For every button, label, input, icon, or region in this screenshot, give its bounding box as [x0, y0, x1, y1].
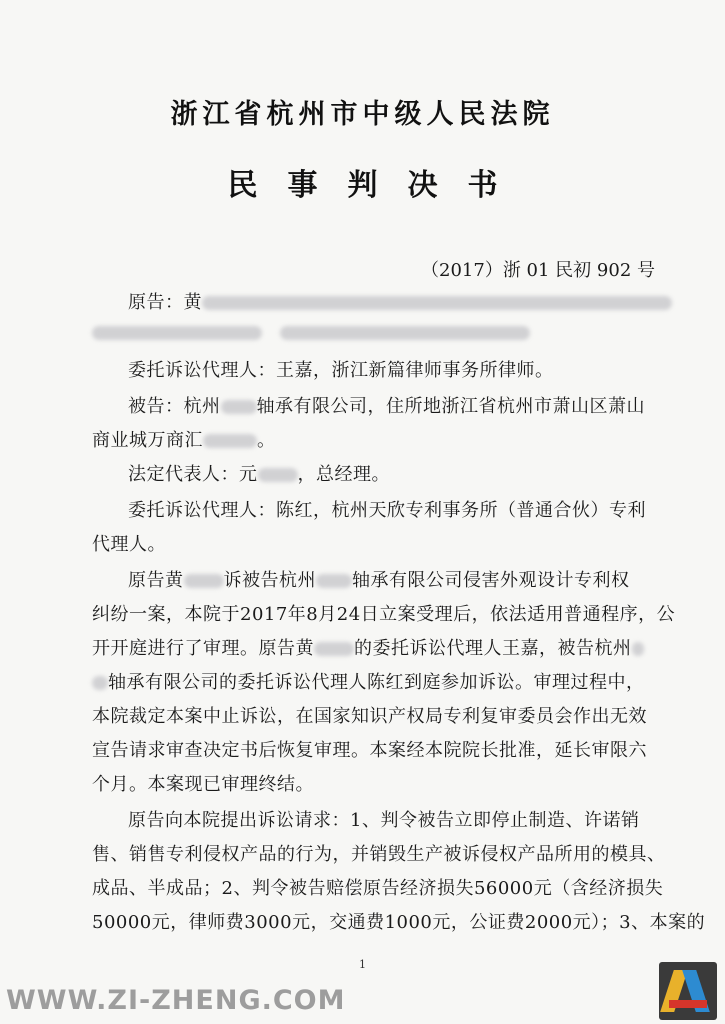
redacted-text: [258, 468, 298, 482]
defendant-agent-line-2: 代理人。: [92, 534, 166, 555]
site-watermark: WWW.ZI-ZHENG.COM: [6, 985, 346, 1016]
para1-text: 原告黄: [128, 570, 184, 591]
plaintiff-line-2: [92, 322, 530, 343]
redacted-text: [203, 434, 257, 448]
para1-line-7: 个月。本案现已审理终结。: [92, 774, 314, 795]
page-number: 1: [359, 958, 366, 971]
para1-text: 的委托诉讼代理人王嘉，被告杭州: [354, 638, 632, 659]
defendant-rest: 轴承有限公司，住所地浙江省杭州市萧山区萧山: [256, 396, 645, 417]
para2-line-1: 原告向本院提出诉讼请求：1、判令被告立即停止制造、许诺销: [128, 810, 640, 831]
para1-line-2: 纠纷一案，本院于2017年8月24日立案受理后，依法适用普通程序，公: [92, 604, 676, 625]
case-number: （2017）浙 01 民初 902 号: [421, 260, 655, 281]
plaintiff-line: [128, 288, 672, 314]
document-title: 民事判决书: [227, 168, 528, 203]
para2-line-4: 50000元，律师费3000元，交通费1000元，公证费2000元）；3、本案的: [92, 912, 706, 933]
defendant-address-suffix: 。: [257, 430, 276, 451]
defendant-prefix: 被告：杭州: [128, 396, 221, 417]
plaintiff-agent: 委托诉讼代理人：王嘉，浙江新篇律师事务所律师。: [128, 360, 554, 381]
redacted-text: [202, 296, 672, 310]
para1-line-3: [92, 634, 644, 660]
court-name: 浙江省杭州市中级人民法院: [170, 99, 555, 130]
redacted-text: [314, 642, 354, 656]
redacted-text: [221, 400, 257, 414]
para1-text: 轴承有限公司的委托诉讼代理人陈红到庭参加诉讼。审理过程中，: [108, 672, 645, 693]
para1-line-6: 宣告请求审查决定书后恢复审理。本案经本院院长批准，延长审限六: [92, 740, 647, 761]
defendant-line: [128, 392, 645, 418]
redacted-text: [316, 574, 352, 588]
para1-line-1: [128, 566, 630, 592]
redacted-text: [92, 326, 262, 340]
defendant-address: [92, 426, 276, 452]
logo-stroke: [669, 1000, 707, 1008]
site-logo-icon: [659, 962, 717, 1020]
para1-text: 开开庭进行了审理。原告黄: [92, 638, 314, 659]
legal-rep-suffix: ，总经理。: [297, 464, 390, 485]
para2-line-2: 售、销售专利侵权产品的行为，并销毁生产被诉侵权产品所用的模具、: [92, 844, 666, 865]
legal-representative: [128, 460, 390, 486]
redacted-text: [92, 676, 108, 690]
legal-rep-prefix: 法定代表人：元: [128, 464, 258, 485]
para1-line-4: [92, 668, 645, 694]
redacted-text: [280, 326, 530, 340]
para2-line-3: 成品、半成品；2、判令被告赔偿原告经济损失56000元（含经济损失: [92, 878, 664, 899]
defendant-address-prefix: 商业城万商汇: [92, 430, 203, 451]
redacted-text: [632, 642, 644, 656]
para1-line-5: 本院裁定本案中止诉讼，在国家知识产权局专利复审委员会作出无效: [92, 706, 647, 727]
defendant-agent-line-1: 委托诉讼代理人：陈红，杭州天欣专利事务所（普通合伙）专利: [128, 500, 646, 521]
plaintiff-label: 原告：黄: [128, 292, 202, 313]
para1-text: 轴承有限公司侵害外观设计专利权: [352, 570, 630, 591]
redacted-text: [184, 574, 224, 588]
para1-text: 诉被告杭州: [223, 570, 316, 591]
